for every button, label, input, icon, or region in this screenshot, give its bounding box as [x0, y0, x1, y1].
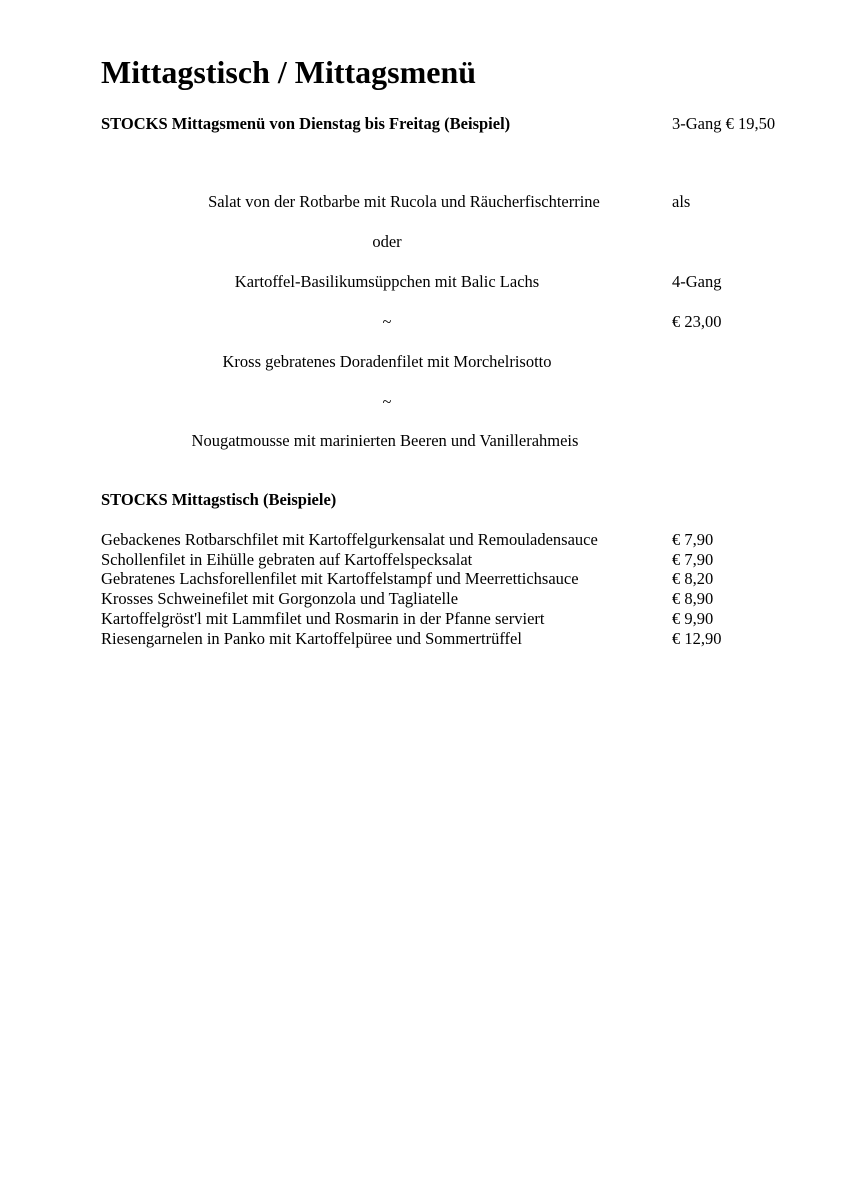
tisch-item-name: Schollenfilet in Eihülle gebraten auf Kartoffelspecksalat [101, 550, 473, 569]
tisch-item-name: Krosses Schweinefilet mit Gorgonzola und Tagliatelle [101, 589, 459, 608]
tisch-item-price: € 9,90 [672, 609, 714, 628]
menu-heading: STOCKS Mittagsmenü von Dienstag bis Freitag (Beispiel) [101, 114, 511, 133]
tisch-heading: STOCKS Mittagstisch (Beispiele) [101, 490, 337, 509]
menu-course: Kartoffel-Basilikumsüppchen mit Balic Lachs [234, 272, 540, 291]
tisch-item-name: Kartoffelgröst'l mit Lammfilet und Rosmarin in der Pfanne serviert [101, 609, 545, 628]
menu-price-3-gang: 3-Gang € 19,50 [672, 114, 776, 133]
tisch-item-price: € 8,90 [672, 589, 714, 608]
page-title: Mittagstisch / Mittagsmenü [101, 54, 477, 90]
menu-course: Salat von der Rotbarbe mit Rucola und Räucherfischterrine [208, 192, 600, 211]
tisch-item-name: Gebratenes Lachsforellenfilet mit Kartoffelstampf und Meerrettichsauce [101, 569, 579, 588]
menu-course-separator: ~ [382, 312, 392, 331]
tisch-item-price: € 12,90 [672, 629, 722, 648]
menu-side-label: als [672, 192, 691, 211]
menu-course-separator: oder [372, 232, 402, 251]
tisch-item-price: € 7,90 [672, 530, 714, 549]
tisch-item-price: € 7,90 [672, 550, 714, 569]
tisch-item-name: Gebackenes Rotbarschfilet mit Kartoffelgurkensalat und Remouladensauce [101, 530, 598, 549]
menu-price-4-gang: € 23,00 [672, 312, 722, 331]
menu-side-label: 4-Gang [672, 272, 722, 291]
tisch-item-name: Riesengarnelen in Panko mit Kartoffelpüree und Sommertrüffel [101, 629, 522, 648]
menu-course: Nougatmousse mit marinierten Beeren und Vanillerahmeis [191, 431, 579, 450]
menu-course-separator: ~ [382, 392, 392, 411]
menu-course: Kross gebratenes Doradenfilet mit Morchelrisotto [222, 352, 552, 371]
tisch-item-price: € 8,20 [672, 569, 714, 588]
